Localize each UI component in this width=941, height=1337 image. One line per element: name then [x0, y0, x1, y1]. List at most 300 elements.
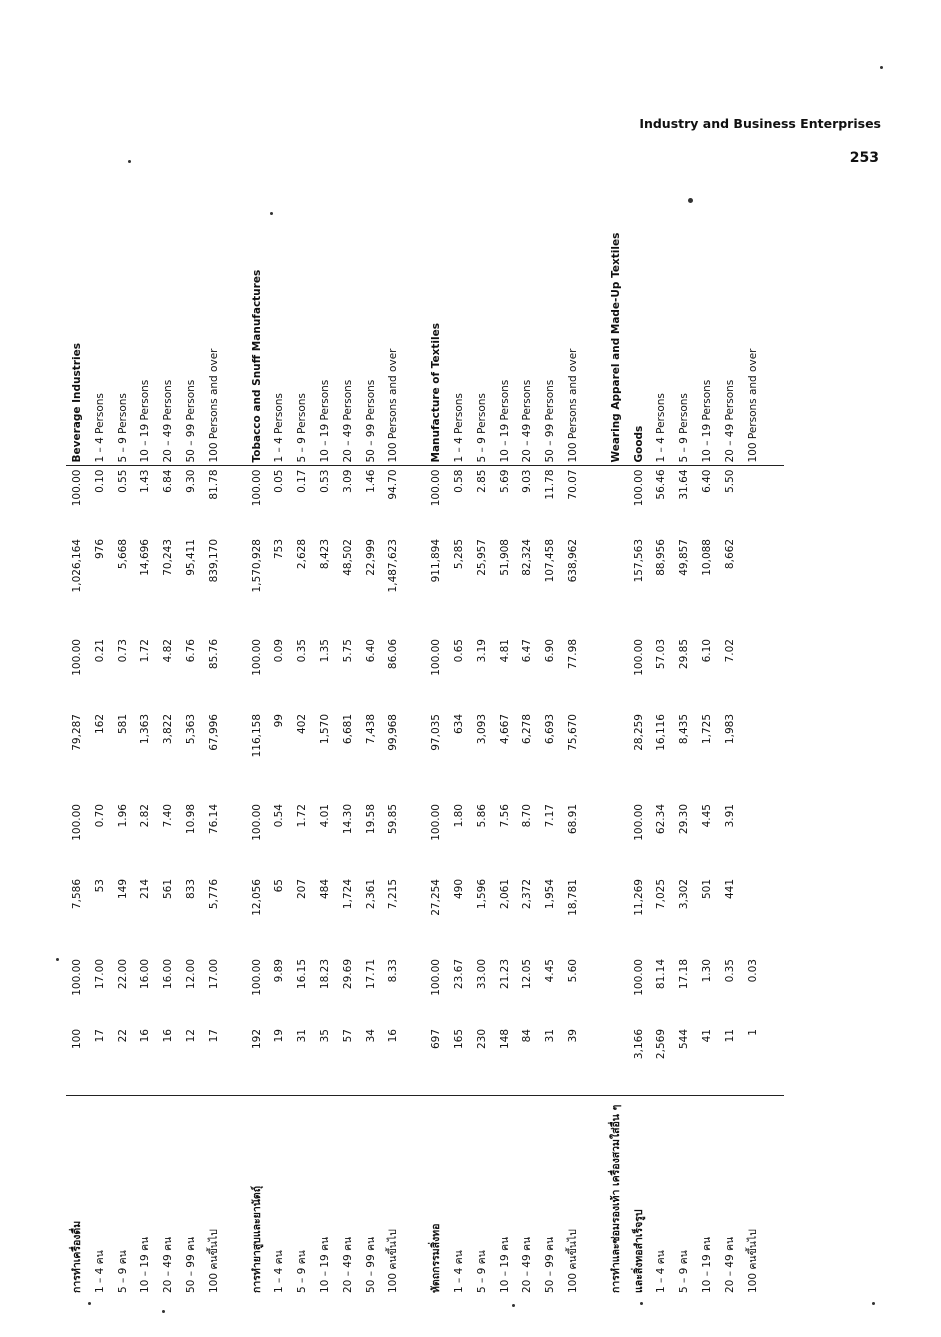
empty-cell: [764, 536, 784, 636]
data-cell: [742, 466, 765, 536]
total-value: 157,563: [632, 539, 645, 583]
data-cell: 31: [539, 1026, 562, 1096]
thai-size-label: 5 – 9 คน: [116, 1250, 129, 1293]
data-cell: 0.03: [746, 959, 759, 983]
empty-cell: [405, 536, 425, 636]
empty-cell: [764, 466, 784, 536]
data-cell: 17: [203, 1026, 226, 1096]
data-cell: 9.89: [273, 959, 286, 983]
data-cell: 25,957: [475, 539, 488, 576]
table-row: [448, 66, 471, 1296]
table-row: [696, 66, 719, 1296]
data-cell: 16,116: [655, 714, 668, 751]
data-cell: 10.98: [184, 804, 197, 835]
data-cell: 19: [268, 1026, 291, 1096]
data-cell: 5,668: [116, 539, 129, 570]
data-cell: 7.17: [544, 804, 557, 828]
data-cell: 4.82: [162, 639, 175, 663]
table-row: [719, 66, 742, 1296]
data-cell: 17.71: [364, 959, 377, 990]
data-cell: 6.84: [162, 469, 175, 493]
empty-cell: [585, 536, 605, 636]
thai-size-label: 20 – 49 คน: [723, 1236, 736, 1293]
empty-cell: [764, 636, 784, 711]
table-row: [382, 66, 405, 1296]
empty-cell: [226, 876, 246, 956]
data-cell: 17.00: [207, 959, 220, 990]
scan-speck: [56, 958, 59, 961]
english-section-title: Tobacco and Snuff Manufactures: [246, 66, 269, 466]
table-row: [539, 66, 562, 1296]
data-cell: 31.64: [678, 469, 691, 500]
data-cell: 16: [382, 1026, 405, 1096]
total-value: 100.00: [250, 639, 263, 676]
data-cell: 3,822: [162, 714, 175, 745]
table-row: [180, 66, 203, 1296]
total-value: 79,287: [71, 714, 83, 751]
empty-cell: [585, 876, 605, 956]
table-row: [291, 66, 314, 1296]
total-value: 100.00: [250, 469, 263, 507]
thai-size-label: 100 คนขึ้นไป: [207, 1229, 220, 1293]
spacer-row: [226, 66, 246, 1296]
english-size-label: 100 Persons and over: [203, 66, 226, 466]
data-cell: 1,570: [318, 714, 331, 745]
empty-cell: [226, 711, 246, 801]
empty-cell: [605, 536, 628, 636]
data-cell: 1,725: [700, 714, 713, 745]
total-value: 100.00: [250, 804, 263, 841]
scan-speck: [872, 1302, 875, 1305]
table-row: [650, 66, 673, 1296]
empty-cell: [605, 801, 628, 876]
thai-size-label: 1 – 4 คน: [655, 1250, 668, 1293]
empty-cell: [405, 956, 425, 1026]
data-cell: 57: [337, 1026, 360, 1096]
data-cell: 0.53: [318, 469, 331, 493]
data-cell: 0.58: [452, 469, 465, 493]
data-cell: 8,435: [678, 714, 691, 745]
data-cell: 833: [184, 879, 197, 900]
data-cell: 86.06: [387, 639, 400, 670]
data-cell: 8,662: [723, 539, 736, 570]
thai-size-label: 100 คนขึ้นไป: [387, 1229, 400, 1293]
english-size-label: 10 – 19 Persons: [314, 66, 337, 466]
data-cell: 0.09: [273, 639, 286, 663]
english-size-label: 5 – 9 Persons: [673, 66, 696, 466]
data-cell: 6.40: [700, 469, 713, 493]
empty-cell: [605, 466, 628, 536]
total-value: 100.00: [430, 804, 443, 841]
running-header: Industry and Business Enterprises: [639, 116, 881, 131]
data-cell: 5,776: [207, 879, 220, 910]
data-cell: 57.03: [655, 639, 668, 670]
data-cell: 81.78: [207, 469, 220, 500]
empty-cell: [405, 1026, 425, 1096]
data-cell: 0.70: [93, 804, 106, 828]
english-size-label: 10 – 19 Persons: [134, 66, 157, 466]
data-cell: 7,438: [364, 714, 377, 745]
data-cell: 1.72: [296, 804, 309, 828]
data-cell: 6.90: [544, 639, 557, 663]
data-cell: 1,363: [139, 714, 152, 745]
data-cell: 7.02: [723, 639, 736, 663]
table-row: [134, 66, 157, 1296]
data-cell: 65: [273, 879, 286, 893]
thai-section-title: การทำเครื่องดื่ม: [71, 1220, 83, 1293]
thai-size-label: 10 – 19 คน: [139, 1236, 152, 1293]
page-number: 253: [849, 150, 879, 166]
data-cell: 2.82: [139, 804, 152, 828]
table-row: [562, 66, 585, 1296]
data-cell: 7,215: [387, 879, 400, 910]
thai-size-label: 100 คนขึ้นไป: [566, 1229, 579, 1293]
data-cell: 2.85: [475, 469, 488, 493]
data-cell: 2,569: [650, 1026, 673, 1096]
total-value: 1,026,164: [71, 539, 83, 593]
data-cell: 214: [139, 879, 152, 900]
data-cell: 76.14: [207, 804, 220, 835]
english-size-label: 20 – 49 Persons: [516, 66, 539, 466]
section-title-row: [246, 66, 269, 1296]
table-row: [337, 66, 360, 1296]
data-cell: 56.46: [655, 469, 668, 500]
data-cell: 6.10: [700, 639, 713, 663]
empty-cell: [605, 956, 628, 1026]
thai-size-label: 1 – 4 คน: [93, 1250, 106, 1293]
total-value: 100.00: [430, 469, 443, 507]
data-cell: 5.50: [723, 469, 736, 493]
scan-speck: [512, 1304, 515, 1307]
data-cell: 4.01: [318, 804, 331, 828]
empty-cell: [585, 636, 605, 711]
thai-section-subtitle: และสิ่งทอสำเร็จรูป: [632, 1209, 645, 1293]
data-cell: 16.15: [296, 959, 309, 990]
data-cell: 48,502: [341, 539, 354, 576]
total-value: 100.00: [430, 959, 443, 996]
empty-cell: [764, 801, 784, 876]
empty-cell: [585, 801, 605, 876]
data-cell: 14,696: [139, 539, 152, 576]
data-cell: [742, 801, 765, 876]
data-cell: 0.17: [296, 469, 309, 493]
english-size-label: 20 – 49 Persons: [157, 66, 180, 466]
data-cell: 0.73: [116, 639, 129, 663]
data-cell: 3.91: [723, 804, 736, 828]
data-cell: 9.30: [184, 469, 197, 493]
data-cell: 1.46: [364, 469, 377, 493]
total-value: 97,035: [430, 714, 443, 751]
data-cell: 501: [700, 879, 713, 900]
total-value: 697: [425, 1026, 448, 1096]
data-cell: 5.60: [566, 959, 579, 983]
empty-cell: [605, 711, 628, 801]
data-cell: 17.00: [93, 959, 106, 990]
total-value: 1,570,928: [250, 539, 263, 593]
data-cell: 976: [93, 539, 106, 560]
english-size-label: 1 – 4 Persons: [448, 66, 471, 466]
scan-speck: [688, 198, 693, 203]
data-cell: 8.33: [387, 959, 400, 983]
data-cell: 484: [318, 879, 331, 900]
thai-section-title: การทำยาสูบและยานัตถุ์: [250, 1185, 263, 1293]
english-size-label: 10 – 19 Persons: [494, 66, 517, 466]
empty-cell: [226, 801, 246, 876]
data-cell: 0.54: [273, 804, 286, 828]
data-cell: 6.76: [184, 639, 197, 663]
data-cell: 1,954: [544, 879, 557, 910]
thai-size-label: 100 คนขึ้นไป: [746, 1229, 759, 1293]
empty-cell: [585, 1096, 605, 1296]
data-cell: 107,458: [544, 539, 557, 583]
data-cell: 0.35: [296, 639, 309, 663]
data-cell: 1,724: [341, 879, 354, 910]
data-cell: 59.85: [387, 804, 400, 835]
data-cell: 6,693: [544, 714, 557, 745]
data-cell: 2,628: [296, 539, 309, 570]
data-cell: 51,908: [498, 539, 511, 576]
spacer-row: [764, 66, 784, 1296]
data-cell: 634: [452, 714, 465, 735]
thai-size-label: 10 – 19 คน: [700, 1236, 713, 1293]
empty-cell: [585, 956, 605, 1026]
data-cell: 0.10: [93, 469, 106, 493]
empty-cell: [605, 1026, 628, 1096]
empty-cell: [764, 1096, 784, 1296]
scan-speck: [640, 1302, 643, 1305]
thai-size-label: 20 – 49 คน: [162, 1236, 175, 1293]
table-row: [742, 66, 765, 1296]
english-size-label: 50 – 99 Persons: [539, 66, 562, 466]
data-cell: 6.40: [364, 639, 377, 663]
empty-cell: [405, 1096, 425, 1296]
data-cell: 753: [273, 539, 286, 560]
thai-size-label: 10 – 19 คน: [318, 1236, 331, 1293]
empty-cell: [605, 636, 628, 711]
thai-size-label: 5 – 9 คน: [678, 1250, 691, 1293]
data-cell: 29.69: [341, 959, 354, 990]
data-cell: 490: [452, 879, 465, 900]
data-cell: 77.98: [566, 639, 579, 670]
data-cell: [742, 536, 765, 636]
data-cell: 22.00: [116, 959, 129, 990]
data-cell: 1: [742, 1026, 765, 1096]
data-cell: 6,681: [341, 714, 354, 745]
spacer-row: [405, 66, 425, 1296]
total-value: 100.00: [71, 804, 83, 841]
total-value: 27,254: [430, 879, 443, 916]
empty-cell: [585, 711, 605, 801]
data-cell: 1,487,623: [387, 539, 400, 593]
data-cell: 1,983: [723, 714, 736, 745]
data-cell: 11: [719, 1026, 742, 1096]
data-cell: 29.85: [678, 639, 691, 670]
empty-cell: [585, 66, 605, 466]
table-row: [360, 66, 383, 1296]
data-cell: 34: [360, 1026, 383, 1096]
data-cell: 207: [296, 879, 309, 900]
data-cell: 7.56: [498, 804, 511, 828]
english-size-label: 1 – 4 Persons: [650, 66, 673, 466]
data-cell: 3,093: [475, 714, 488, 745]
data-cell: 6,278: [521, 714, 534, 745]
total-value: 100.00: [632, 804, 645, 841]
data-cell: 8,423: [318, 539, 331, 570]
spacer-row: [585, 66, 605, 1296]
data-cell: 1.72: [139, 639, 152, 663]
empty-cell: [226, 536, 246, 636]
data-cell: 7.40: [162, 804, 175, 828]
english-size-label: 5 – 9 Persons: [291, 66, 314, 466]
rotated-table-container: [66, 66, 886, 1296]
table-row: [157, 66, 180, 1296]
table-row: [89, 66, 112, 1296]
data-cell: 12: [180, 1026, 203, 1096]
data-cell: 148: [494, 1026, 517, 1096]
data-cell: 165: [448, 1026, 471, 1096]
empty-cell: [764, 66, 784, 466]
empty-cell: [405, 801, 425, 876]
english-size-label: 20 – 49 Persons: [719, 66, 742, 466]
total-value: 100.00: [71, 959, 83, 996]
english-section-subtitle: Goods: [628, 66, 651, 466]
data-cell: 17.18: [678, 959, 691, 990]
english-section-title: Wearing Apparel and Made-Up Textiles: [605, 66, 628, 466]
total-value: 28,259: [632, 714, 645, 751]
data-cell: 402: [296, 714, 309, 735]
data-cell: 68.91: [566, 804, 579, 835]
data-cell: 4.81: [498, 639, 511, 663]
thai-section-title: หัตถกรรมสิ่งทอ: [430, 1223, 443, 1293]
empty-cell: [764, 1026, 784, 1096]
data-cell: 0.21: [93, 639, 106, 663]
data-cell: 1.35: [318, 639, 331, 663]
data-cell: 544: [673, 1026, 696, 1096]
data-cell: 3.19: [475, 639, 488, 663]
scan-speck: [162, 1310, 165, 1313]
total-value: 7,586: [71, 879, 83, 910]
data-cell: 0.65: [452, 639, 465, 663]
table-row: [471, 66, 494, 1296]
english-size-label: 50 – 99 Persons: [180, 66, 203, 466]
data-cell: 441: [723, 879, 736, 900]
empty-cell: [226, 1096, 246, 1296]
empty-cell: [405, 636, 425, 711]
english-size-label: 100 Persons and over: [742, 66, 765, 466]
data-cell: 581: [116, 714, 129, 735]
data-cell: 5,285: [452, 539, 465, 570]
section-title-row: [66, 66, 89, 1296]
data-cell: 84: [516, 1026, 539, 1096]
data-cell: 10,088: [700, 539, 713, 576]
table-body: [66, 66, 784, 1296]
data-cell: [742, 711, 765, 801]
total-value: 100.00: [71, 469, 83, 507]
data-cell: 22: [112, 1026, 135, 1096]
data-cell: 12.00: [184, 959, 197, 990]
statistics-table: [66, 66, 784, 1296]
data-cell: 561: [162, 879, 175, 900]
thai-size-label: 50 – 99 คน: [544, 1236, 557, 1293]
data-cell: 2,361: [364, 879, 377, 910]
data-cell: 70,243: [162, 539, 175, 576]
total-value: 12,056: [250, 879, 263, 916]
data-cell: 638,962: [566, 539, 579, 583]
data-cell: 81.14: [655, 959, 668, 990]
table-row: [314, 66, 337, 1296]
total-value: 100.00: [250, 959, 263, 996]
empty-cell: [764, 711, 784, 801]
data-cell: 62.34: [655, 804, 668, 835]
data-cell: 16.00: [139, 959, 152, 990]
data-cell: 18.23: [318, 959, 331, 990]
data-cell: 0.35: [723, 959, 736, 983]
thai-size-label: 20 – 49 คน: [521, 1236, 534, 1293]
data-cell: 3,302: [678, 879, 691, 910]
data-cell: 33.00: [475, 959, 488, 990]
empty-cell: [764, 876, 784, 956]
english-section-title: Manufacture of Textiles: [425, 66, 448, 466]
data-cell: 16: [157, 1026, 180, 1096]
data-cell: 4.45: [544, 959, 557, 983]
data-cell: 16: [134, 1026, 157, 1096]
data-cell: 99: [273, 714, 286, 728]
empty-cell: [764, 956, 784, 1026]
data-cell: 0.05: [273, 469, 286, 493]
total-value: 100.00: [632, 469, 645, 507]
total-value: 100.00: [71, 639, 83, 676]
thai-size-label: 1 – 4 คน: [452, 1250, 465, 1293]
total-value: 3,166: [628, 1026, 651, 1096]
data-cell: 99,968: [387, 714, 400, 751]
english-size-label: 100 Persons and over: [382, 66, 405, 466]
table-row: [516, 66, 539, 1296]
data-cell: 4.45: [700, 804, 713, 828]
english-section-title: Beverage Industries: [66, 66, 89, 466]
total-value: 911,894: [430, 539, 443, 583]
data-cell: [742, 636, 765, 711]
empty-cell: [585, 466, 605, 536]
table-row: [268, 66, 291, 1296]
data-cell: 85.76: [207, 639, 220, 670]
data-cell: 67,996: [207, 714, 220, 751]
data-cell: 4,667: [498, 714, 511, 745]
data-cell: 1,596: [475, 879, 488, 910]
total-value: 116,158: [250, 714, 263, 758]
data-cell: 16.00: [162, 959, 175, 990]
scan-speck: [88, 1302, 91, 1305]
total-value: 192: [246, 1026, 269, 1096]
data-cell: [742, 876, 765, 956]
data-cell: 35: [314, 1026, 337, 1096]
english-size-label: 1 – 4 Persons: [89, 66, 112, 466]
data-cell: 82,324: [521, 539, 534, 576]
english-size-label: 100 Persons and over: [562, 66, 585, 466]
empty-cell: [226, 466, 246, 536]
data-cell: 2,372: [521, 879, 534, 910]
scan-speck: [128, 160, 131, 163]
thai-section-title: การทำและซ่อมรองเท้า เครื่องสวมใส่อื่น ๆ: [609, 1104, 622, 1293]
english-size-label: 5 – 9 Persons: [112, 66, 135, 466]
data-cell: 230: [471, 1026, 494, 1096]
table-row: [494, 66, 517, 1296]
empty-cell: [226, 66, 246, 466]
table-row: [203, 66, 226, 1296]
empty-cell: [405, 711, 425, 801]
data-cell: 6.47: [521, 639, 534, 663]
data-cell: 18,781: [566, 879, 579, 916]
data-cell: 7,025: [655, 879, 668, 910]
